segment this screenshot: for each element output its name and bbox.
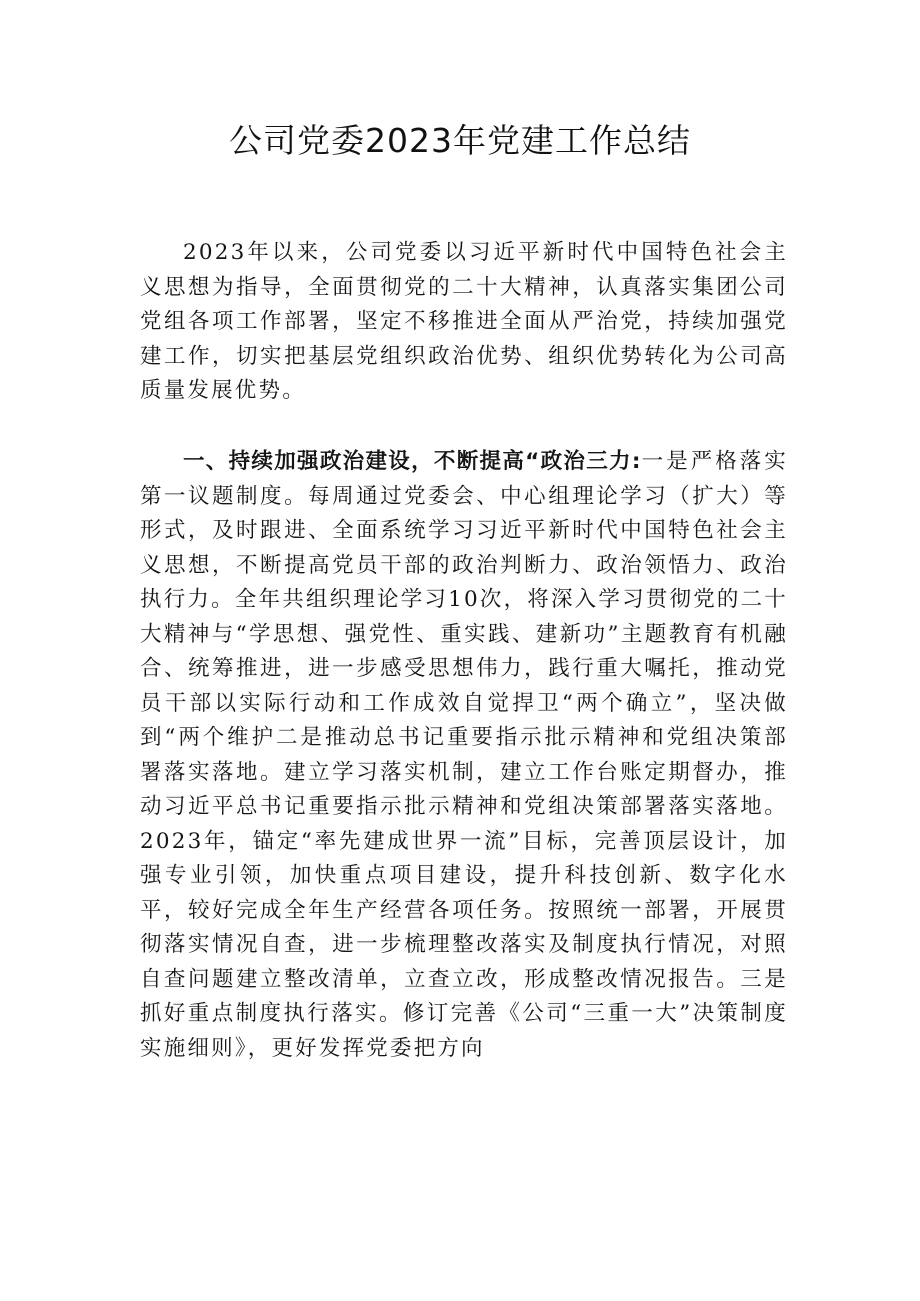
- intro-paragraph: 2023年以来，公司党委以习近平新时代中国特色社会主义思想为指导，全面贯彻党的二十大精神，认真落实集团公司党组各项工作部署，坚定不移推进全面从严治党，持续加强党建工作，切实把基层党组织政治优势、组织优势转化为公司高质量发展优势。: [140, 240, 788, 403]
- section-1-body: 一是严格落实第一议题制度。每周通过党委会、中心组理论学习（扩大）等形式，及时跟进、全面系统学习习近平新时代中国特色社会主义思想，不断提高党员干部的政治判断力、政治领悟力、政治执行力。全年共组织理论学习10次，将深入学习贯彻党的二十大精神与“学思想、强党性、重实践、建新功”主题教育有机融合、统筹推进，进一步感受思想伟力，践行重大嘱托，推动党员干部以实际行动和工作成效自觉捍卫“两个确立”，坚决做到“两个维护二是推动总书记重要指示批示精神和党组决策部署落实落地。建立学习落实机制，建立工作台账定期督办，推动习近平总书记重要指示批示精神和党组决策部署落实落地。2023年，锚定“率先建成世界一流”目标，完善顶层设计，加强专业引领，加快重点项目建设，提升科技创新、数字化水平，较好完成全年生产经营各项任务。按照统一部署，开展贯彻落实情况自查，进一步梳理整改落实及制度执行情况，对照自查问题建立整改清单，立查立改，形成整改情况报告。三是抓好重点制度执行落实。修订完善《公司“三重一大”决策制度实施细则》，更好发挥党委把方向: [140, 449, 788, 1061]
- section-1-heading: 一、持续加强政治建设，不断提高“政治三力:: [183, 449, 641, 474]
- document-title: 公司党委2023年党建工作总结: [229, 121, 691, 160]
- section-1-paragraph: [140, 445, 788, 1066]
